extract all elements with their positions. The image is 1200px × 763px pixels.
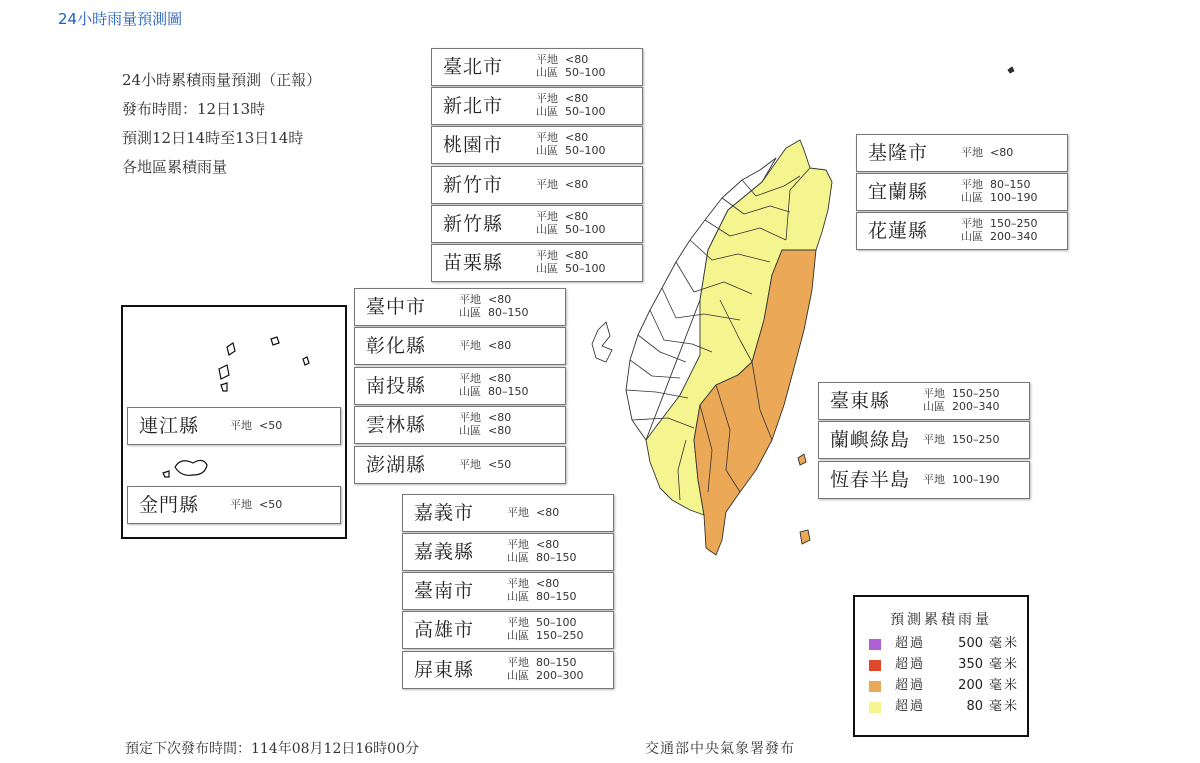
region-name: 臺北市 (443, 56, 504, 78)
region-name: 高雄市 (414, 619, 475, 641)
region-card-hualien-county: 花蓮縣 平地 150–250 山區 200–340 (856, 212, 1068, 250)
region-card-taoyuan-city: 桃園市 平地 <80 山區 50–100 (431, 126, 643, 164)
legend-swatch (869, 702, 881, 713)
region-card-lanyu-green-island: 蘭嶼綠島 平地 150–250 (818, 421, 1030, 459)
region-card-hsinchu-city: 新竹市 平地 <80 (431, 166, 643, 204)
green-island (798, 454, 806, 465)
region-name: 彰化縣 (366, 335, 427, 357)
page-title: 24小時雨量預測圖 (58, 10, 183, 28)
region-name: 雲林縣 (366, 414, 427, 436)
forecast-period: 預測12日14時至13日14時 (122, 129, 304, 147)
region-card-chiayi-city: 嘉義市 平地 <80 (402, 494, 614, 532)
issue-time: 發布時間：12日13時 (122, 100, 266, 118)
region-name: 桃園市 (443, 134, 504, 156)
legend-swatch (869, 681, 881, 692)
region-name: 澎湖縣 (366, 454, 427, 476)
region-card-chiayi-county: 嘉義縣 平地 <80 山區 80–150 (402, 533, 614, 571)
region-card-changhua-county: 彰化縣 平地 <80 (354, 327, 566, 365)
region-name: 金門縣 (139, 494, 200, 516)
region-name: 新竹縣 (443, 213, 504, 235)
region-card-yilan-county: 宜蘭縣 平地 80–150 山區 100–190 (856, 173, 1068, 211)
region-card-hsinchu-county: 新竹縣 平地 <80 山區 50–100 (431, 205, 643, 243)
region-name: 嘉義市 (414, 502, 475, 524)
region-card-kinmen-county: 金門縣 平地 <50 (127, 486, 341, 524)
orchid-island (800, 530, 810, 544)
region-name: 嘉義縣 (414, 541, 475, 563)
region-name: 新竹市 (443, 174, 504, 196)
region-name: 南投縣 (366, 375, 427, 397)
rainfall-legend: 預測累積雨量 超過 500 毫米 超過 350 毫米 超過 200 毫米 超過 80 毫米 (853, 595, 1029, 737)
region-card-kaohsiung-city: 高雄市 平地 50–100 山區 150–250 (402, 611, 614, 649)
region-name: 連江縣 (139, 415, 200, 437)
region-name: 蘭嶼綠島 (830, 429, 911, 451)
diaoyutai-islets (1008, 67, 1014, 73)
forecast-title: 24小時累積雨量預測（正報） (122, 71, 322, 89)
next-issue-time: 預定下次發布時間：114年08月12日16時00分 (125, 741, 419, 757)
legend-title: 預測累積雨量 (890, 612, 992, 628)
region-name: 基隆市 (868, 142, 929, 164)
region-name: 臺中市 (366, 296, 427, 318)
forecast-description: 各地區累積雨量 (122, 158, 228, 176)
region-card-lienchiang-county: 連江縣 平地 <50 (127, 407, 341, 445)
region-name: 臺東縣 (830, 390, 891, 412)
region-card-nantou-county: 南投縣 平地 <80 山區 80–150 (354, 367, 566, 405)
region-card-keelung-city: 基隆市 平地 <80 (856, 134, 1068, 172)
region-card-hengchun-peninsula: 恆春半島 平地 100–190 (818, 461, 1030, 499)
region-name: 恆春半島 (830, 469, 911, 491)
region-name: 臺南市 (414, 580, 475, 602)
region-card-yunlin-county: 雲林縣 平地 <80 山區 <80 (354, 406, 566, 444)
penghu-islands (592, 322, 612, 362)
region-card-tainan-city: 臺南市 平地 <80 山區 80–150 (402, 572, 614, 610)
region-card-penghu-county: 澎湖縣 平地 <50 (354, 446, 566, 484)
region-name: 花蓮縣 (868, 220, 929, 242)
region-card-taitung-county: 臺東縣 平地 150–250 山區 200–340 (818, 382, 1030, 420)
region-name: 屏東縣 (414, 659, 475, 681)
region-name: 新北市 (443, 95, 504, 117)
region-card-pingtung-county: 屏東縣 平地 80–150 山區 200–300 (402, 651, 614, 689)
legend-swatch (869, 639, 881, 650)
publisher: 交通部中央氣象署發布 (645, 741, 795, 757)
region-card-new-taipei-city: 新北市 平地 <80 山區 50–100 (431, 87, 643, 125)
region-card-miaoli-county: 苗栗縣 平地 <80 山區 50–100 (431, 244, 643, 282)
region-card-taipei-city: 臺北市 平地 <80 山區 50–100 (431, 48, 643, 86)
region-card-taichung-city: 臺中市 平地 <80 山區 80–150 (354, 288, 566, 326)
region-name: 苗栗縣 (443, 252, 504, 274)
region-name: 宜蘭縣 (868, 181, 929, 203)
legend-swatch (869, 660, 881, 671)
